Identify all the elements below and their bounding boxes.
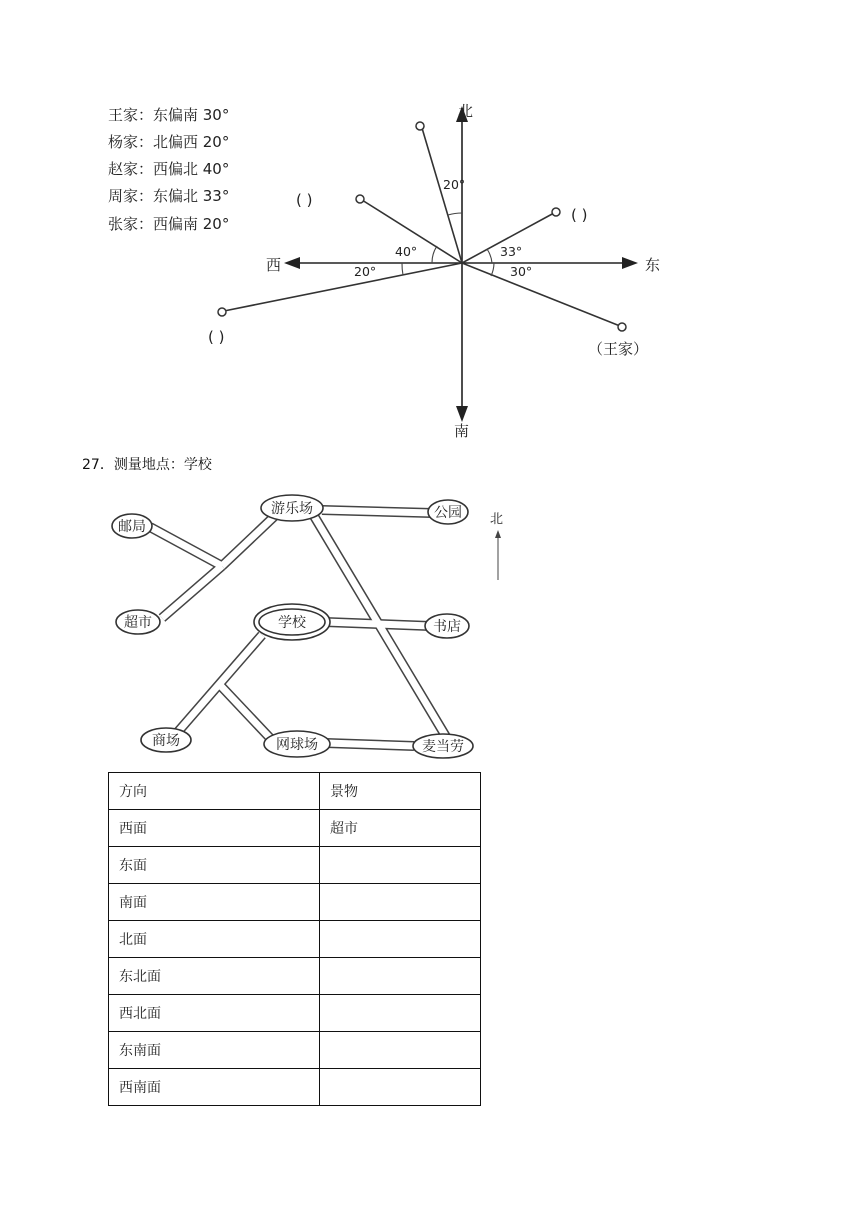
legend-zhou: 周家：东偏北 33° bbox=[108, 187, 230, 205]
label-wang: （王家） bbox=[588, 340, 649, 358]
south-label: 南 bbox=[454, 422, 470, 440]
direction-cell: 西面 bbox=[109, 810, 320, 847]
place-wangqiuchang: 网球场 bbox=[276, 737, 318, 753]
direction-cell: 东面 bbox=[109, 847, 320, 884]
table-row bbox=[109, 1032, 481, 1069]
scenery-cell: 超市 bbox=[320, 810, 481, 847]
blank-zhao: ( ) bbox=[296, 191, 313, 209]
school-map bbox=[0, 480, 860, 770]
ray-zhang bbox=[224, 263, 462, 311]
scenery-cell bbox=[320, 884, 481, 921]
scenery-cell bbox=[320, 921, 481, 958]
angle-east-south: 30° bbox=[510, 264, 533, 279]
west-label: 西 bbox=[266, 256, 282, 274]
legend-yang: 杨家：北偏西 20° bbox=[108, 133, 230, 151]
north-label: 北 bbox=[458, 102, 474, 120]
scenery-cell bbox=[320, 958, 481, 995]
place-youlechang: 游乐场 bbox=[271, 501, 313, 517]
legend-zhao: 赵家：西偏北 40° bbox=[108, 160, 230, 178]
place-shangchang: 商场 bbox=[152, 733, 180, 749]
table-row bbox=[109, 921, 481, 958]
compass-legend bbox=[108, 106, 229, 233]
table-row bbox=[109, 847, 481, 884]
place-gongyuan: 公园 bbox=[434, 505, 462, 521]
place-maidanglao: 麦当劳 bbox=[422, 739, 464, 755]
legend-zhang: 张家：西偏南 20° bbox=[108, 215, 230, 233]
place-xuexiao: 学校 bbox=[278, 615, 306, 631]
direction-cell: 北面 bbox=[109, 921, 320, 958]
angle-north-west: 20° bbox=[443, 177, 466, 192]
scenery-cell bbox=[320, 847, 481, 884]
compass-diagram bbox=[0, 0, 860, 450]
place-youju: 邮局 bbox=[118, 519, 146, 535]
direction-cell: 东南面 bbox=[109, 1032, 320, 1069]
legend-wang: 王家：东偏南 30° bbox=[108, 106, 230, 124]
ray-yang bbox=[422, 128, 462, 263]
direction-cell: 东北面 bbox=[109, 958, 320, 995]
table-row bbox=[109, 810, 481, 847]
direction-rays bbox=[224, 128, 620, 326]
table-row bbox=[109, 995, 481, 1032]
angle-west-north: 40° bbox=[395, 244, 418, 259]
direction-cell: 南面 bbox=[109, 884, 320, 921]
ray-wang bbox=[462, 263, 620, 326]
place-chaoshi: 超市 bbox=[124, 615, 152, 631]
table-header-row bbox=[109, 773, 481, 810]
place-shudian: 书店 bbox=[433, 619, 461, 635]
blank-zhou: ( ) bbox=[571, 206, 588, 224]
direction-table bbox=[108, 772, 481, 1106]
direction-cell: 西北面 bbox=[109, 995, 320, 1032]
blank-zhang: ( ) bbox=[208, 328, 225, 346]
table-row bbox=[109, 1069, 481, 1106]
east-label: 东 bbox=[645, 256, 661, 274]
map-north-arrowhead bbox=[495, 530, 501, 538]
angle-west-south: 20° bbox=[354, 264, 377, 279]
answer-blanks bbox=[208, 191, 648, 358]
map-north-label: 北 bbox=[490, 512, 504, 527]
scenery-cell bbox=[320, 1032, 481, 1069]
question-27-label: 27．测量地点：学校 bbox=[82, 457, 212, 473]
compass-axes bbox=[298, 122, 626, 408]
table-row bbox=[109, 884, 481, 921]
table-row bbox=[109, 958, 481, 995]
scenery-cell bbox=[320, 1069, 481, 1106]
scenery-cell bbox=[320, 995, 481, 1032]
header-direction: 方向 bbox=[109, 773, 320, 810]
header-scenery: 景物 bbox=[320, 773, 481, 810]
angle-east-north: 33° bbox=[500, 244, 523, 259]
direction-cell: 西南面 bbox=[109, 1069, 320, 1106]
